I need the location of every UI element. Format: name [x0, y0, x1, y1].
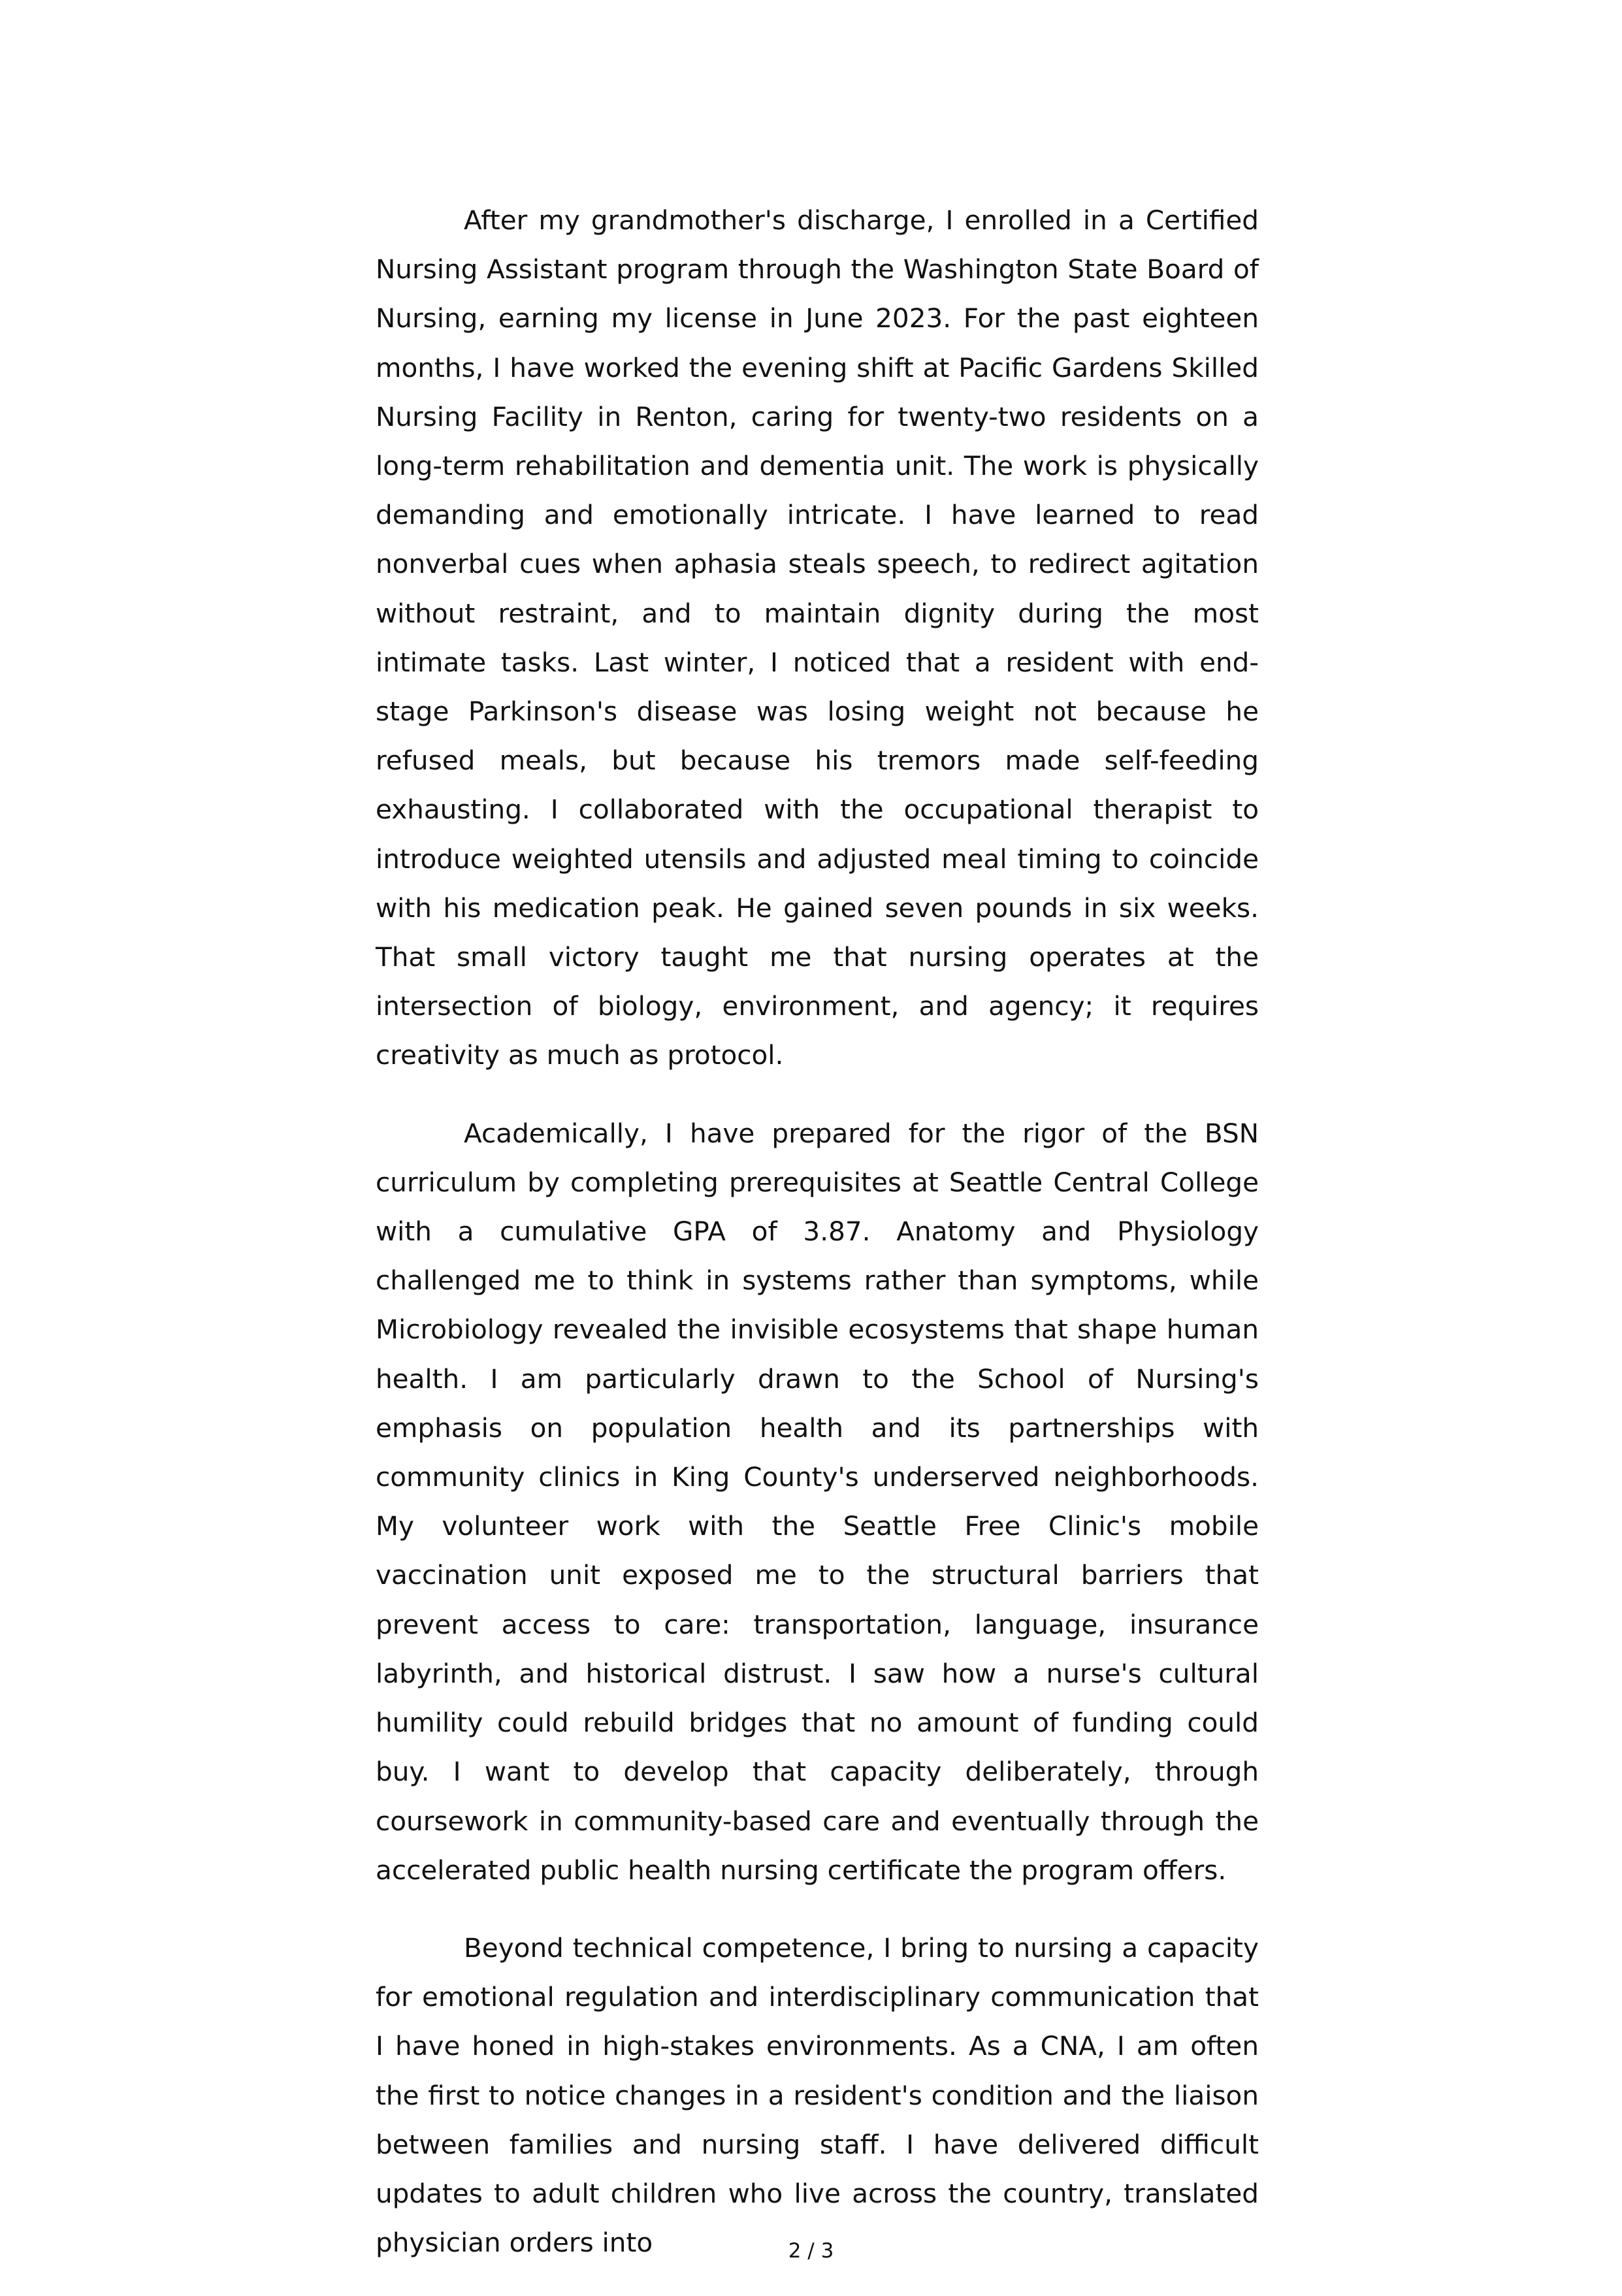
paragraph-beyond-technical: Beyond technical competence, I bring to nursing a capacity for emotional regulation and interdisciplinary communication that I have honed in high-stakes environments. As a CNA, I am often the first to notice changes in a resident's condition and the liaison between families and nursing staff. I have delivered difficult updates to adult children who live across the country, translated physician orders into	[376, 1932, 1259, 2259]
page-number: 2 / 3	[788, 2239, 834, 2263]
document-body	[376, 196, 1259, 2296]
paragraph-cna-experience: After my grandmother's discharge, I enrolled in a Certified Nursing Assistant program through the Washington State Board of Nursing, earning my license in June 2023. For the past eighteen months, I have worked the evening shift at Pacific Gardens Skilled Nursing Facility in Renton, caring for twenty-two residents on a long-term rehabilitation and dementia unit. The work is physically demanding and emotionally intricate. I have learned to read nonverbal cues when aphasia steals speech, to redirect agitation without restraint, and to maintain dignity during the most intimate tasks. Last winter, I noticed that a resident with end-stage Parkinson's disease was losing weight not because he refused meals, but because his tremors made self-feeding exhausting. I collaborated with the occupational therapist to introduce weighted utensils and adjusted meal timing to coincide with his medication peak. He gained seven pounds in six weeks. That small victory taught me that nursing operates at the intersection of biology, environment, and agency; it requires creativity as much as protocol.	[376, 204, 1259, 1071]
paragraph-academic-preparation: Academically, I have prepared for the rigor of the BSN curriculum by completing prerequisites at Seattle Central College with a cumulative GPA of 3.87. Anatomy and Physiology challenged me to think in systems rather than symptoms, while Microbiology revealed the invisible ecosystems that shape human health. I am particularly drawn to the School of Nursing's emphasis on population health and its partnerships with community clinics in King County's underserved neighborhoods. My volunteer work with the Seattle Free Clinic's mobile vaccination unit exposed me to the structural barriers that prevent access to care: transportation, language, insurance labyrinth, and historical distrust. I saw how a nurse's cultural humility could rebuild bridges that no amount of funding could buy. I want to develop that capacity deliberately, through coursework in community-based care and eventually through the accelerated public health nursing certificate the program offers.	[376, 1117, 1259, 1886]
